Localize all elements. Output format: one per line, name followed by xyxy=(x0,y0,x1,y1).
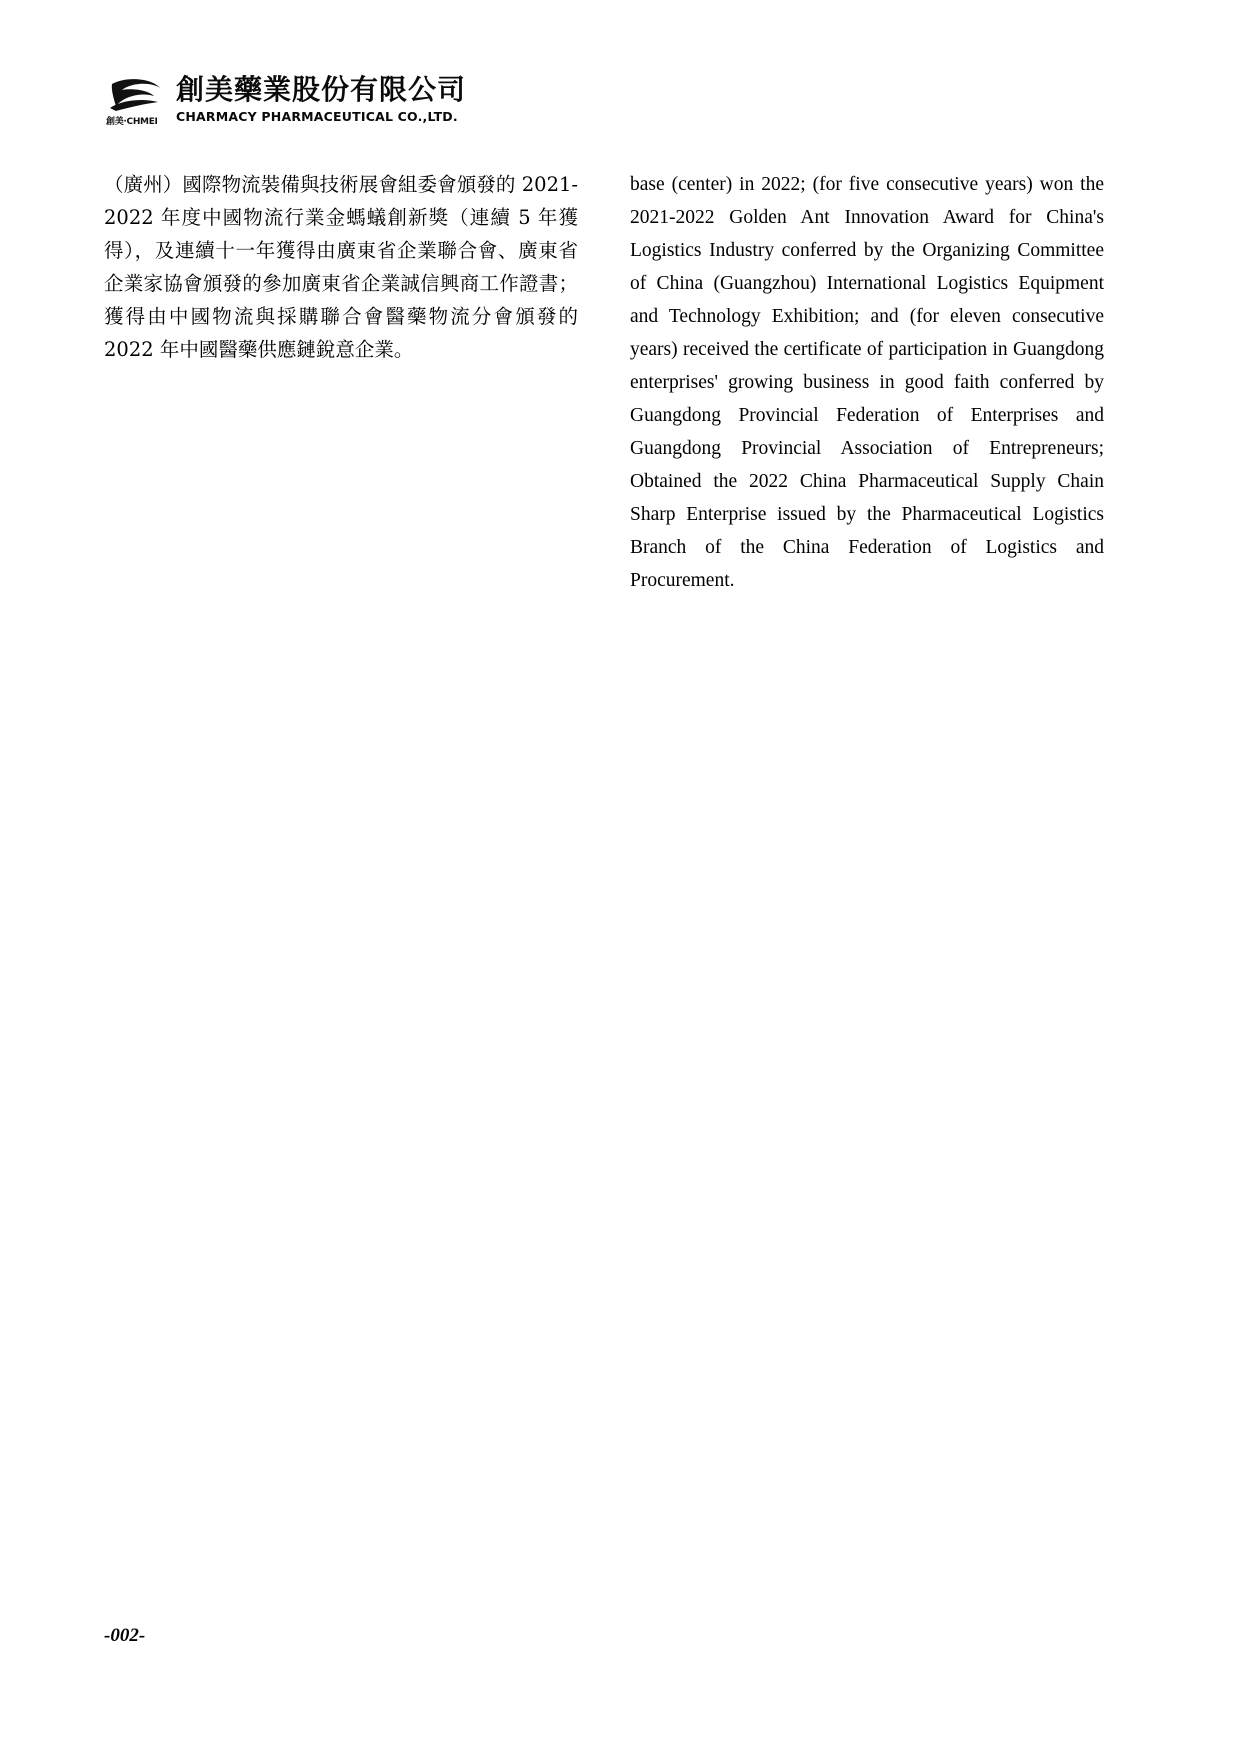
company-name-en: CHARMACY PHARMACEUTICAL CO.,LTD. xyxy=(176,109,458,124)
paragraph-chinese: （廣州）國際物流裝備與技術展會組委會頒發的 2021-2022 年度中國物流行業金螞蟻創新獎（連續 5 年獲得），及連續十一年獲得由廣東省企業聯合會、廣東省企業家協會頒發的參加廣東省企業誠信興商工作證書；獲得由中國物流與採購聯合會醫藥物流分會頒發的 2022 年中國醫藥供應鏈銳意企業。 xyxy=(104,173,578,361)
paragraph-english: base (center) in 2022; (for five consecutive years) won the 2021-2022 Golden Ant Innovation Award for China's Logistics Industry conferred by the Organizing Committee of China (Guangzhou) International Logistics Equipment and Technology Exhibition; and (for eleven consecutive years) received the certificate of participation in Guangdong enterprises' growing business in good faith conferred by Guangdong Provincial Federation of Enterprises and Guangdong Provincial Association of Entrepreneurs; Obtained the 2022 China Pharmaceutical Supply Chain Sharp Enterprise issued by the Pharmaceutical Logistics Branch of the China Federation of Logistics and Procurement. xyxy=(630,174,1104,591)
logo-small-text: 創美·CHMEI xyxy=(106,117,158,127)
swoosh-icon xyxy=(108,78,164,112)
two-column-body xyxy=(104,168,1104,597)
column-english xyxy=(630,168,1104,597)
column-chinese xyxy=(104,168,578,597)
document-footer xyxy=(104,1625,1104,1647)
company-name-block xyxy=(176,74,466,125)
document-header xyxy=(106,74,526,136)
company-logo xyxy=(106,74,168,130)
page-number: -002- xyxy=(104,1625,146,1646)
company-name-cn: 創美藥業股份有限公司 xyxy=(176,73,467,106)
